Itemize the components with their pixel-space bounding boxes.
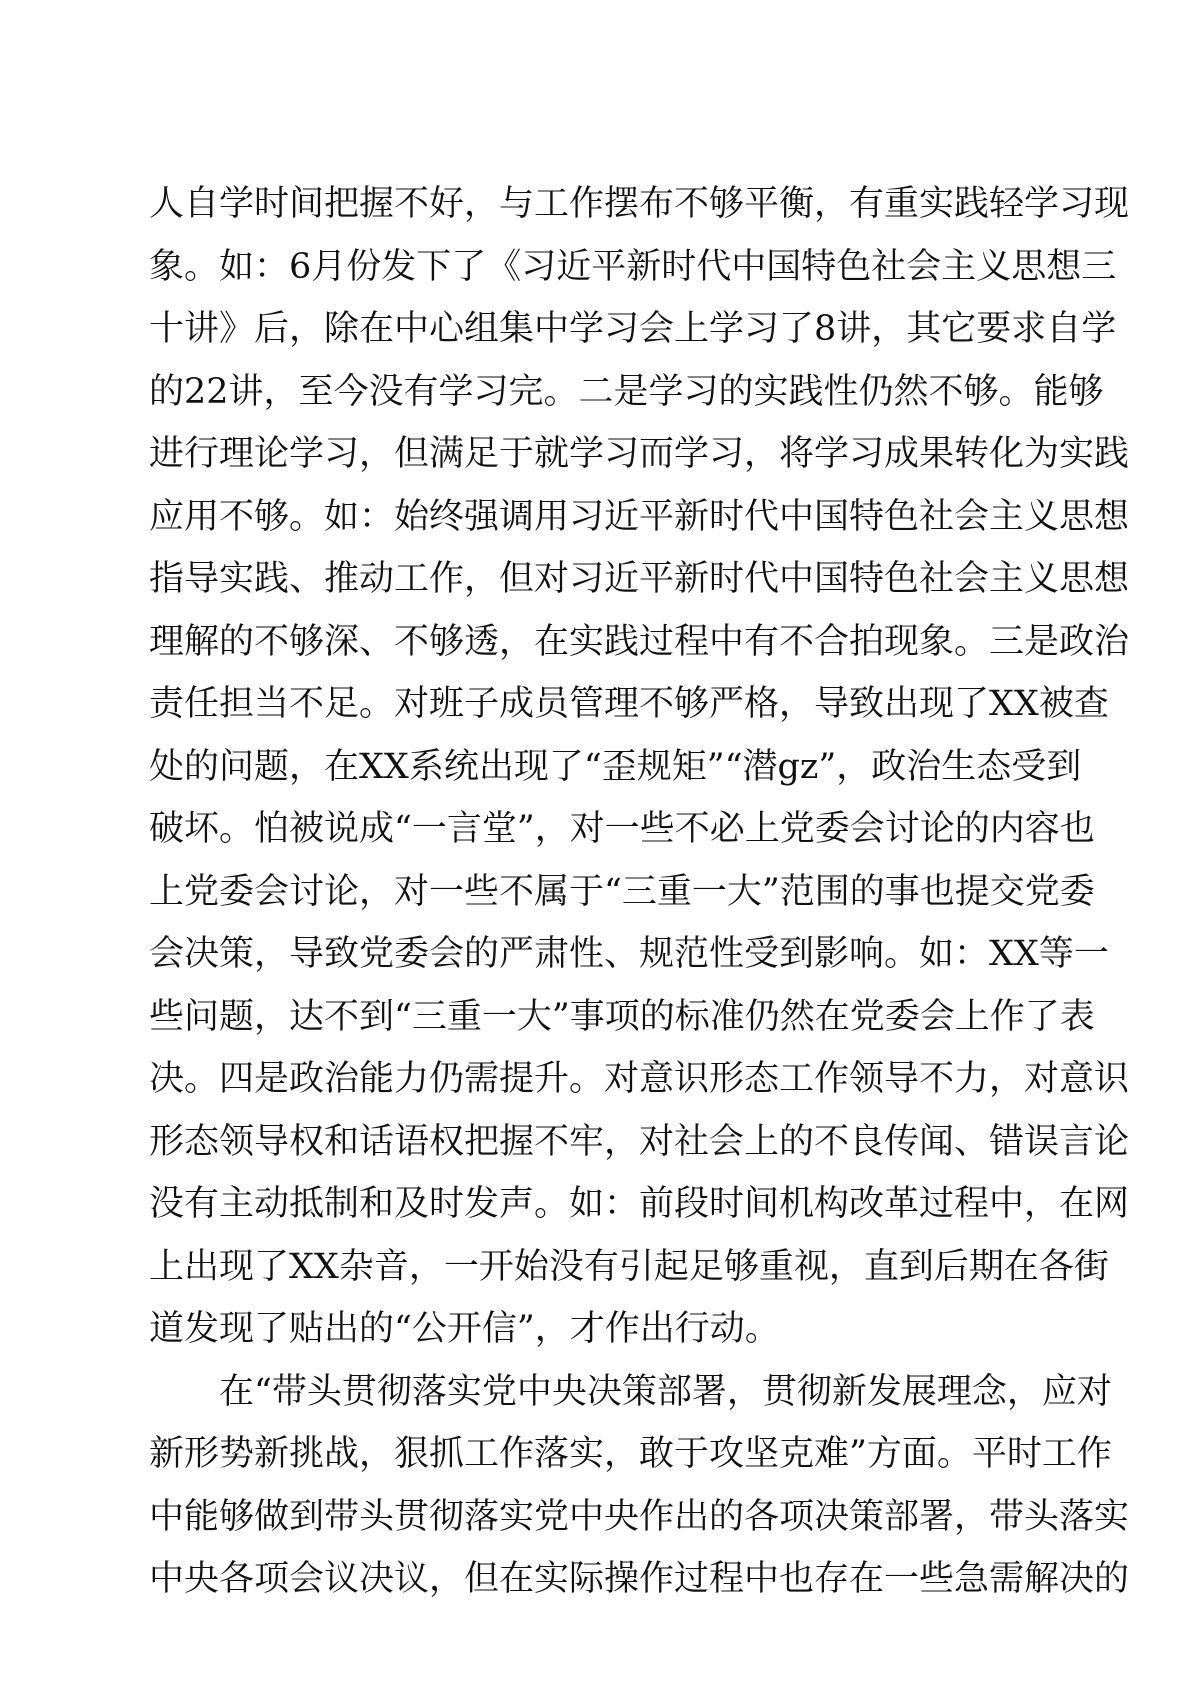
text-line: 理解的不够深、不够透，在实践过程中有不合拍现象。三是政治 xyxy=(149,621,1130,662)
text-line: 形态领导权和话语权把握不牢，对社会上的不良传闻、错误言论 xyxy=(149,1121,1130,1162)
text-line: 指导实践、推动工作，但对习近平新时代中国特色社会主义思想 xyxy=(149,559,1130,599)
text-line: 道发现了贴出的“公开信”，才作出行动。 xyxy=(149,1309,780,1349)
paragraph-2 xyxy=(149,1361,1130,1611)
text-line: 责任担当不足。对班子成员管理不够严格，导致出现了XX被查 xyxy=(149,684,1109,724)
text-line: 没有主动抵制和及时发声。如：前段时间机构改革过程中，在网 xyxy=(149,1184,1130,1224)
paragraph-1 xyxy=(149,173,1130,1361)
text-line: 象。如：6月份发下了《习近平新时代中国特色社会主义思想三 xyxy=(149,246,1117,287)
text-line: 破坏。怕被说成“一言堂”，对一些不必上党委会讨论的内容也 xyxy=(149,809,1095,849)
text-line: 上党委会讨论，对一些不属于“三重一大”范围的事也提交党委 xyxy=(149,871,1095,912)
text-line: 中能够做到带头贯彻落实党中央作出的各项决策部署，带头落实 xyxy=(149,1496,1130,1537)
text-line: 新形势新挑战，狠抓工作落实，敢于攻坚克难”方面。平时工作 xyxy=(149,1434,1112,1474)
text-line: 人自学时间把握不好，与工作摆布不够平衡，有重实践轻学习现 xyxy=(149,184,1130,224)
text-line: 处的问题，在XX系统出现了“歪规矩”“潜gz”，政治生态受到 xyxy=(149,746,1082,787)
text-line: 应用不够。如：始终强调用习近平新时代中国特色社会主义思想 xyxy=(149,496,1130,537)
text-line: 决。四是政治能力仍需提升。对意识形态工作领导不力，对意识 xyxy=(149,1059,1130,1099)
text-line: 会决策，导致党委会的严肃性、规范性受到影响。如：XX等一 xyxy=(149,934,1109,974)
text-line: 的22讲，至今没有学习完。二是学习的实践性仍然不够。能够 xyxy=(149,371,1104,412)
document-body xyxy=(149,173,1130,1611)
text-line: 上出现了XX杂音，一开始没有引起足够重视，直到后期在各街 xyxy=(149,1246,1109,1287)
text-line: 进行理论学习，但满足于就学习而学习，将学习成果转化为实践 xyxy=(149,434,1130,474)
text-line: 中央各项会议决议，但在实际操作过程中也存在一些急需解决的 xyxy=(149,1559,1130,1599)
text-line: 些问题，达不到“三重一大”事项的标准仍然在党委会上作了表 xyxy=(149,996,1095,1037)
text-line: 在“带头贯彻落实党中央决策部署，贯彻新发展理念，应对 xyxy=(219,1371,1112,1412)
text-line: 十讲》后，除在中心组集中学习会上学习了8讲，其它要求自学 xyxy=(149,309,1117,349)
